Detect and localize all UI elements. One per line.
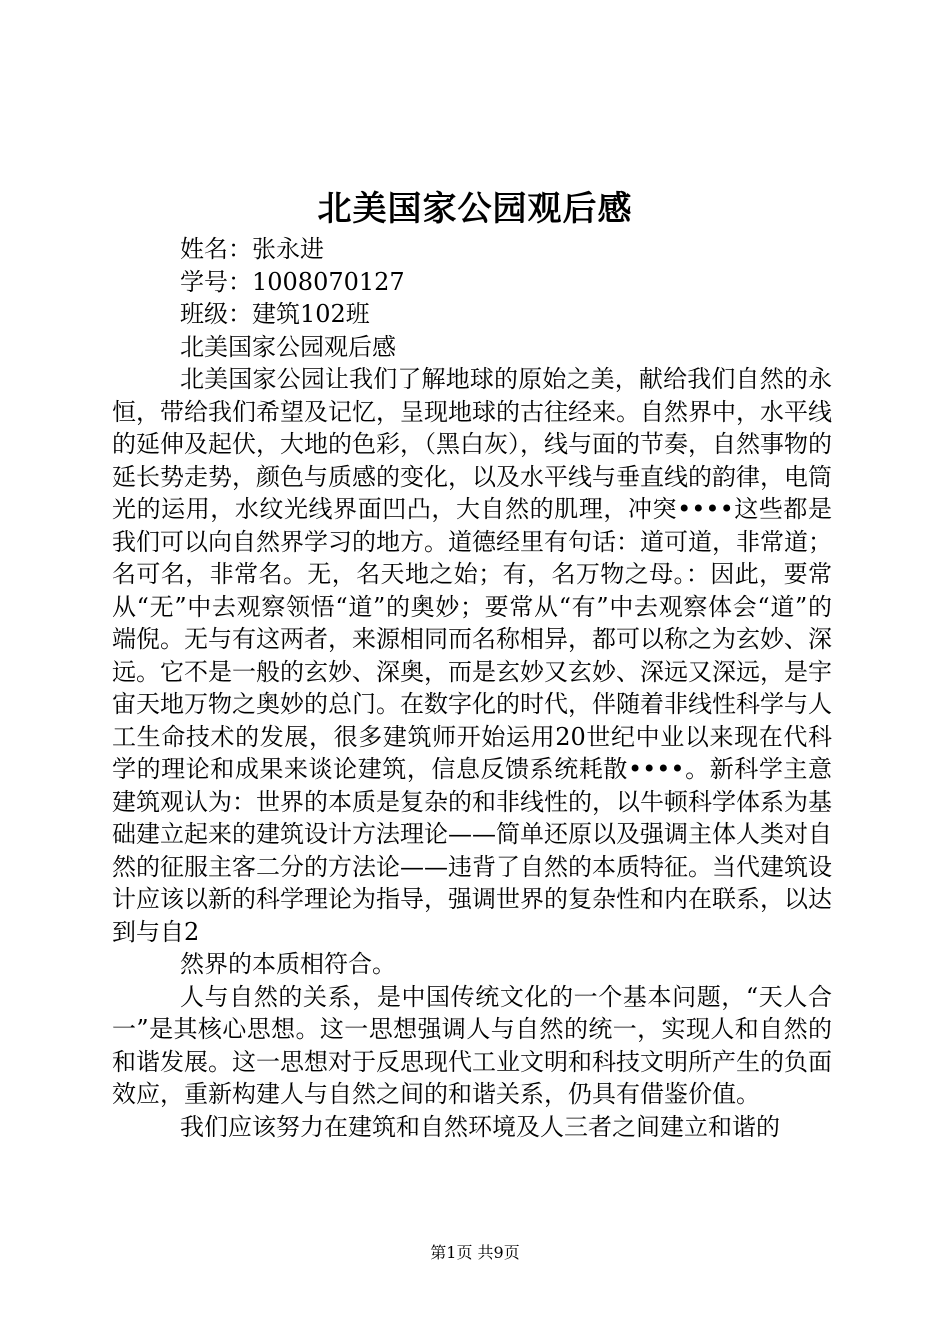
document-body — [112, 233, 832, 1143]
document-title: 北美国家公园观后感 — [317, 189, 633, 229]
student-id-line: 学号：1008070127 — [180, 267, 405, 296]
paragraph-3: 人与自然的关系，是中国传统文化的一个基本问题，“天人合一”是其核心思想。这一思想强调人与自然的统一，实现人和自然的和谐发展。这一思想对于反思现代工业文明和科技文明所产生的负面效应，重新构建人与自然之间的和谐关系，仍具有借鉴价值。 — [112, 982, 832, 1108]
author-name-line: 姓名：张永进 — [180, 235, 324, 263]
subtitle-line: 北美国家公园观后感 — [180, 332, 396, 361]
paragraph-2: 然界的本质相符合。 — [180, 950, 396, 978]
class-line: 班级：建筑102班 — [180, 300, 370, 328]
paragraph-1: 北美国家公园让我们了解地球的原始之美，献给我们自然的永恒，带给我们希望及记忆，呈现地球的古往经来。自然界中，水平线的延伸及起伏，大地的色彩，（黑白灰），线与面的节奏，自然事物的延长势走势，颜色与质感的变化，以及水平线与垂直线的韵律，电筒光的运用，水纹光线界面凹凸，大自然的肌理，冲突••••这些都是我们可以向自然界学习的地方。道德经里有句话：道可道，非常道；名可名，非常名。无，名天地之始；有，名万物之母。：因此，要常从“无”中去观察领悟“道”的奥妙；要常从“有”中去观察体会“道”的端倪。无与有这两者，来源相同而名称相异，都可以称之为玄妙、深远。它不是一般的玄妙、深奥，而是玄妙又玄妙、深远又深远，是宇宙天地万物之奥妙的总门。在数字化的时代，伴随着非线性科学与人工生命技术的发展，很多建筑师开始运用20世纪中业以来现在代科学的理论和成果来谈论建筑，信息反馈系统耗散••••。新科学主意建筑观认为：世界的本质是复杂的和非线性的，以牛顿科学体系为基础建立起来的建筑设计方法理论——简单还原以及强调主体人类对自然的征服主客二分的方法论——违背了自然的本质特征。当代建筑设计应该以新的科学理论为指导，强调世界的复杂性和内在联系，以达到与自2 — [112, 365, 832, 946]
page-footer: 第1页 共9页 — [430, 1243, 520, 1262]
paragraph-4: 我们应该努力在建筑和自然环境及人三者之间建立和谐的 — [180, 1112, 780, 1141]
